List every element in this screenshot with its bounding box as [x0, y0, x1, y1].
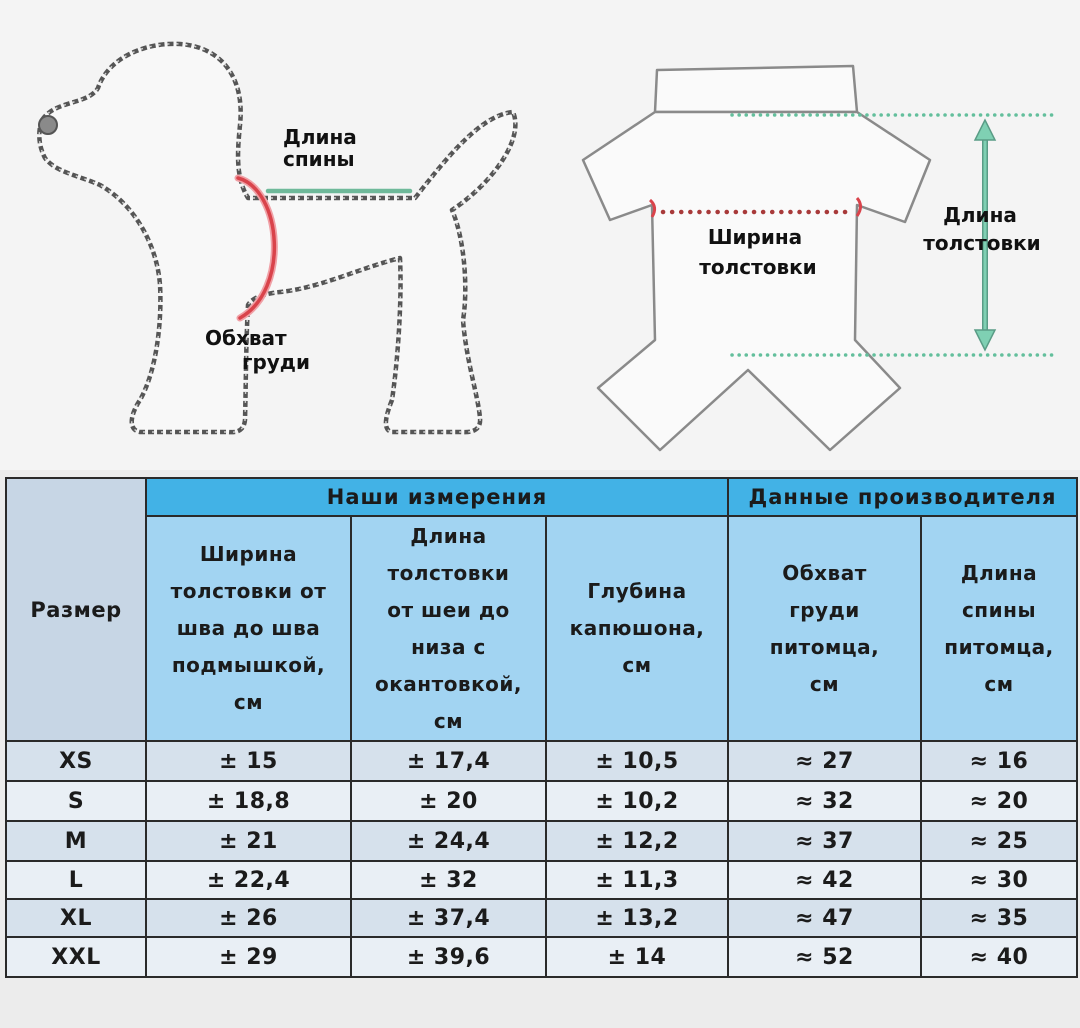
- column-header-hoodie-width: Ширина толстовки от шва до шва подмышкой, см: [147, 517, 350, 740]
- value-cell: ± 17,4: [352, 742, 545, 780]
- value-cell: ± 11,3: [547, 862, 727, 898]
- group-header-manufacturer-data: Данные производителя: [729, 479, 1076, 515]
- value-cell: ± 24,4: [352, 822, 545, 860]
- group-header-our-measurements: Наши измерения: [147, 479, 727, 515]
- value-cell: ± 39,6: [352, 938, 545, 976]
- size-column-header: Размер: [7, 479, 145, 740]
- hoodie-width-label-line2: толстовки: [699, 255, 817, 279]
- size-cell: L: [7, 862, 145, 898]
- hoodie-width-label-line1: Ширина: [707, 225, 803, 249]
- size-table: [5, 477, 1078, 978]
- dog-nose: [39, 116, 57, 134]
- value-cell: ± 14: [547, 938, 727, 976]
- value-cell: ± 12,2: [547, 822, 727, 860]
- value-cell: ≈ 42: [729, 862, 920, 898]
- value-cell: ≈ 30: [922, 862, 1076, 898]
- size-cell: XS: [7, 742, 145, 780]
- value-cell: ± 10,2: [547, 782, 727, 820]
- hoodie-hood-outline: [655, 66, 857, 112]
- value-cell: ± 21: [147, 822, 350, 860]
- hoodie-length-label-line2: толстовки: [923, 231, 1041, 255]
- column-header-hoodie-length: Длина толстовки от шеи до низа с окантовкой, см: [352, 517, 545, 740]
- value-cell: ≈ 37: [729, 822, 920, 860]
- value-cell: ± 13,2: [547, 900, 727, 936]
- size-cell: XL: [7, 900, 145, 936]
- value-cell: ± 22,4: [147, 862, 350, 898]
- value-cell: ± 29: [147, 938, 350, 976]
- value-cell: ± 15: [147, 742, 350, 780]
- back-length-label-line2: спины: [283, 147, 355, 171]
- value-cell: ≈ 20: [922, 782, 1076, 820]
- value-cell: ± 32: [352, 862, 545, 898]
- value-cell: ≈ 52: [729, 938, 920, 976]
- chest-girth-label-line2: груди: [242, 350, 310, 374]
- size-cell: XXL: [7, 938, 145, 976]
- value-cell: ≈ 35: [922, 900, 1076, 936]
- size-cell: M: [7, 822, 145, 860]
- value-cell: ± 20: [352, 782, 545, 820]
- value-cell: ± 37,4: [352, 900, 545, 936]
- value-cell: ≈ 32: [729, 782, 920, 820]
- hoodie-length-label-line1: Длина: [943, 203, 1017, 227]
- value-cell: ± 10,5: [547, 742, 727, 780]
- chest-girth-label-line1: Обхват: [205, 326, 287, 350]
- column-header-pet-back-length: Длина спины питомца, см: [922, 517, 1076, 740]
- value-cell: ≈ 40: [922, 938, 1076, 976]
- value-cell: ≈ 47: [729, 900, 920, 936]
- back-length-label-line1: Длина: [283, 125, 357, 149]
- value-cell: ± 26: [147, 900, 350, 936]
- value-cell: ≈ 25: [922, 822, 1076, 860]
- value-cell: ± 18,8: [147, 782, 350, 820]
- value-cell: ≈ 27: [729, 742, 920, 780]
- column-header-pet-chest-girth: Обхват груди питомца, см: [729, 517, 920, 740]
- column-header-hood-depth: Глубина капюшона, см: [547, 517, 727, 740]
- value-cell: ≈ 16: [922, 742, 1076, 780]
- size-cell: S: [7, 782, 145, 820]
- measurement-diagram: [0, 0, 1080, 470]
